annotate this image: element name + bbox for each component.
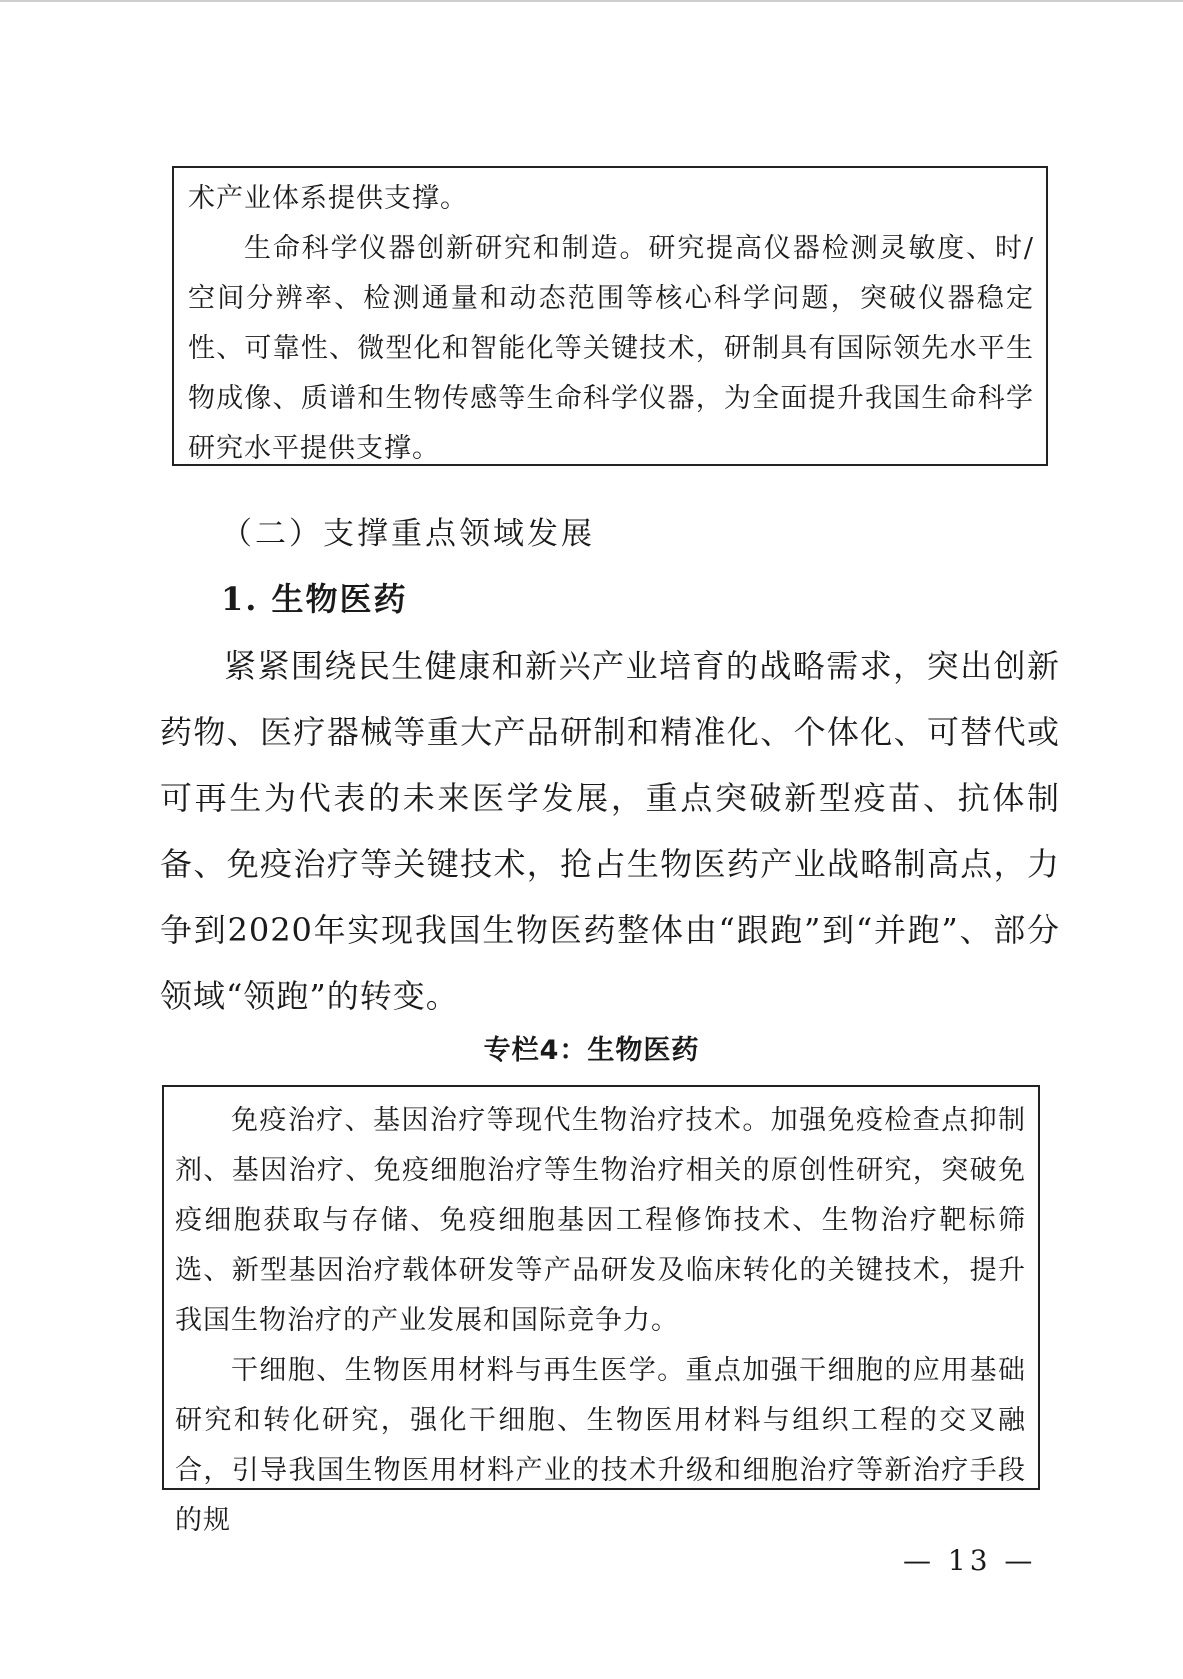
column-box bbox=[162, 1085, 1040, 1536]
subsection-heading: 1. 生物医药 bbox=[221, 580, 408, 618]
column-paragraph-therapy: 免疫治疗、基因治疗等现代生物治疗技术。加强免疫检查点抑制剂、基因治疗、免疫细胞治疗等生物治疗相关的原创性研究，突破免疫细胞获取与存储、免疫细胞基因工程修饰技术、生物治疗靶标筛选、新型基因治疗载体研发等产品研发及临床转化的关键技术，提升我国生物治疗的产业发展和国际竞争力。 bbox=[175, 1105, 1026, 1336]
box-paragraph-instruments: 生命科学仪器创新研究和制造。研究提高仪器检测灵敏度、时/空间分辨率、检测通量和动态范围等核心科学问题，突破仪器稳定性、可靠性、微型化和智能化等关键技术，研制具有国际领先水平生物成像、质谱和生物传感等生命科学仪器，为全面提升我国生命科学研究水平提供支撑。 bbox=[188, 233, 1034, 464]
box-continued-line: 术产业体系提供支撑。 bbox=[188, 183, 468, 214]
page-number: — 13 — bbox=[903, 1544, 1037, 1577]
body-paragraph: 紧紧围绕民生健康和新兴产业培育的战略需求，突出创新药物、医疗器械等重大产品研制和精准化、个体化、可替代或可再生为代表的未来医学发展，重点突破新型疫苗、抗体制备、免疫治疗等关键技术，抢占生物医药产业战略制高点，力争到2020年实现我国生物医药整体由“跟跑”到“并跑”、部分领域“领跑”的转变。 bbox=[160, 647, 1060, 1015]
text-box-continued bbox=[172, 166, 1048, 466]
top-edge-line bbox=[0, 0, 1183, 2]
column-paragraph-stem-cells: 干细胞、生物医用材料与再生医学。重点加强干细胞的应用基础研究和转化研究，强化干细胞、生物医用材料与组织工程的交叉融合，引导我国生物医用材料产业的技术升级和细胞治疗等新治疗手段的规 bbox=[175, 1355, 1026, 1536]
column-title: 专栏4：生物医药 bbox=[483, 1035, 700, 1066]
section-heading: （二）支撑重点领域发展 bbox=[221, 516, 595, 552]
